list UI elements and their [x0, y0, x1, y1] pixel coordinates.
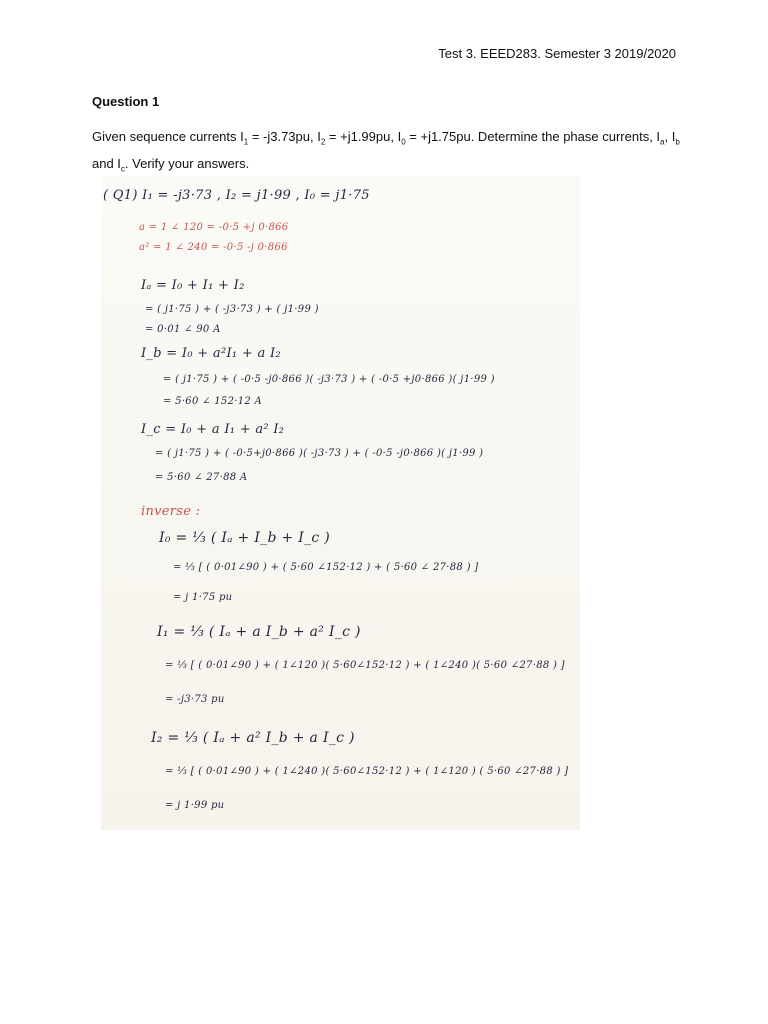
question-title: Question 1	[92, 94, 160, 109]
i0-substitution: = ⅓ [ ( 0·01∠90 ) + ( 5·60 ∠152·12 ) + ( 5·60 ∠ 27·88 ) ]	[173, 562, 479, 573]
ia-substitution: = ( j1·75 ) + ( -j3·73 ) + ( j1·99 )	[145, 304, 319, 315]
ib-result: = 5·60 ∠ 152·12 A	[163, 396, 263, 407]
operator-a-definition: a = 1 ∠ 120 = -0·5 +j 0·866	[139, 222, 289, 233]
i2-result: = j 1·99 pu	[165, 800, 225, 811]
ic-substitution: = ( j1·75 ) + ( -0·5+j0·866 )( -j3·73 ) + ( -0·5 -j0·866 )( j1·99 )	[155, 448, 484, 459]
page-header: Test 3. EEED283. Semester 3 2019/2020	[438, 46, 676, 61]
i2-substitution: = ⅓ [ ( 0·01∠90 ) + ( 1∠240 )( 5·60∠152·12 ) + ( 1∠120 ) ( 5·60 ∠27·88 ) ]	[165, 766, 569, 777]
i1-equation: I₁ = ⅓ ( Iₐ + a I_b + a² I_c )	[157, 624, 361, 640]
i1-result: = -j3·73 pu	[165, 694, 225, 705]
inverse-heading: inverse :	[141, 504, 201, 519]
i0-result: = j 1·75 pu	[173, 592, 233, 603]
question-text: Given sequence currents $I_1 = -j3.73pu$, $I_2 = +j1.99pu$, $I_0 = +j1.75pu$. Determine the phase currents, $I_a$, $I_b$ and $I_c$. Verify your answers.	[92, 129, 680, 174]
handwritten-solution-scan	[101, 176, 580, 830]
ic-result: = 5·60 ∠ 27·88 A	[155, 472, 248, 483]
ia-equation: Iₐ = I₀ + I₁ + I₂	[141, 278, 245, 293]
given-values: ( Q1) I₁ = -j3·73 , I₂ = j1·99 , I₀ = j1·75	[103, 188, 370, 203]
ib-substitution: = ( j1·75 ) + ( -0·5 -j0·866 )( -j3·73 ) + ( -0·5 +j0·866 )( j1·99 )	[163, 374, 495, 385]
i1-substitution: = ⅓ [ ( 0·01∠90 ) + ( 1∠120 )( 5·60∠152·12 ) + ( 1∠240 )( 5·60 ∠27·88 ) ]	[165, 660, 565, 671]
ib-equation: I_b = I₀ + a²I₁ + a I₂	[141, 346, 281, 361]
operator-a-squared-definition: a² = 1 ∠ 240 = -0·5 -j 0·866	[139, 242, 288, 253]
i0-equation: I₀ = ⅓ ( Iₐ + I_b + I_c )	[159, 530, 331, 546]
ic-equation: I_c = I₀ + a I₁ + a² I₂	[141, 422, 285, 437]
i2-equation: I₂ = ⅓ ( Iₐ + a² I_b + a I_c )	[151, 730, 355, 746]
ia-result: = 0·01 ∠ 90 A	[145, 324, 221, 335]
